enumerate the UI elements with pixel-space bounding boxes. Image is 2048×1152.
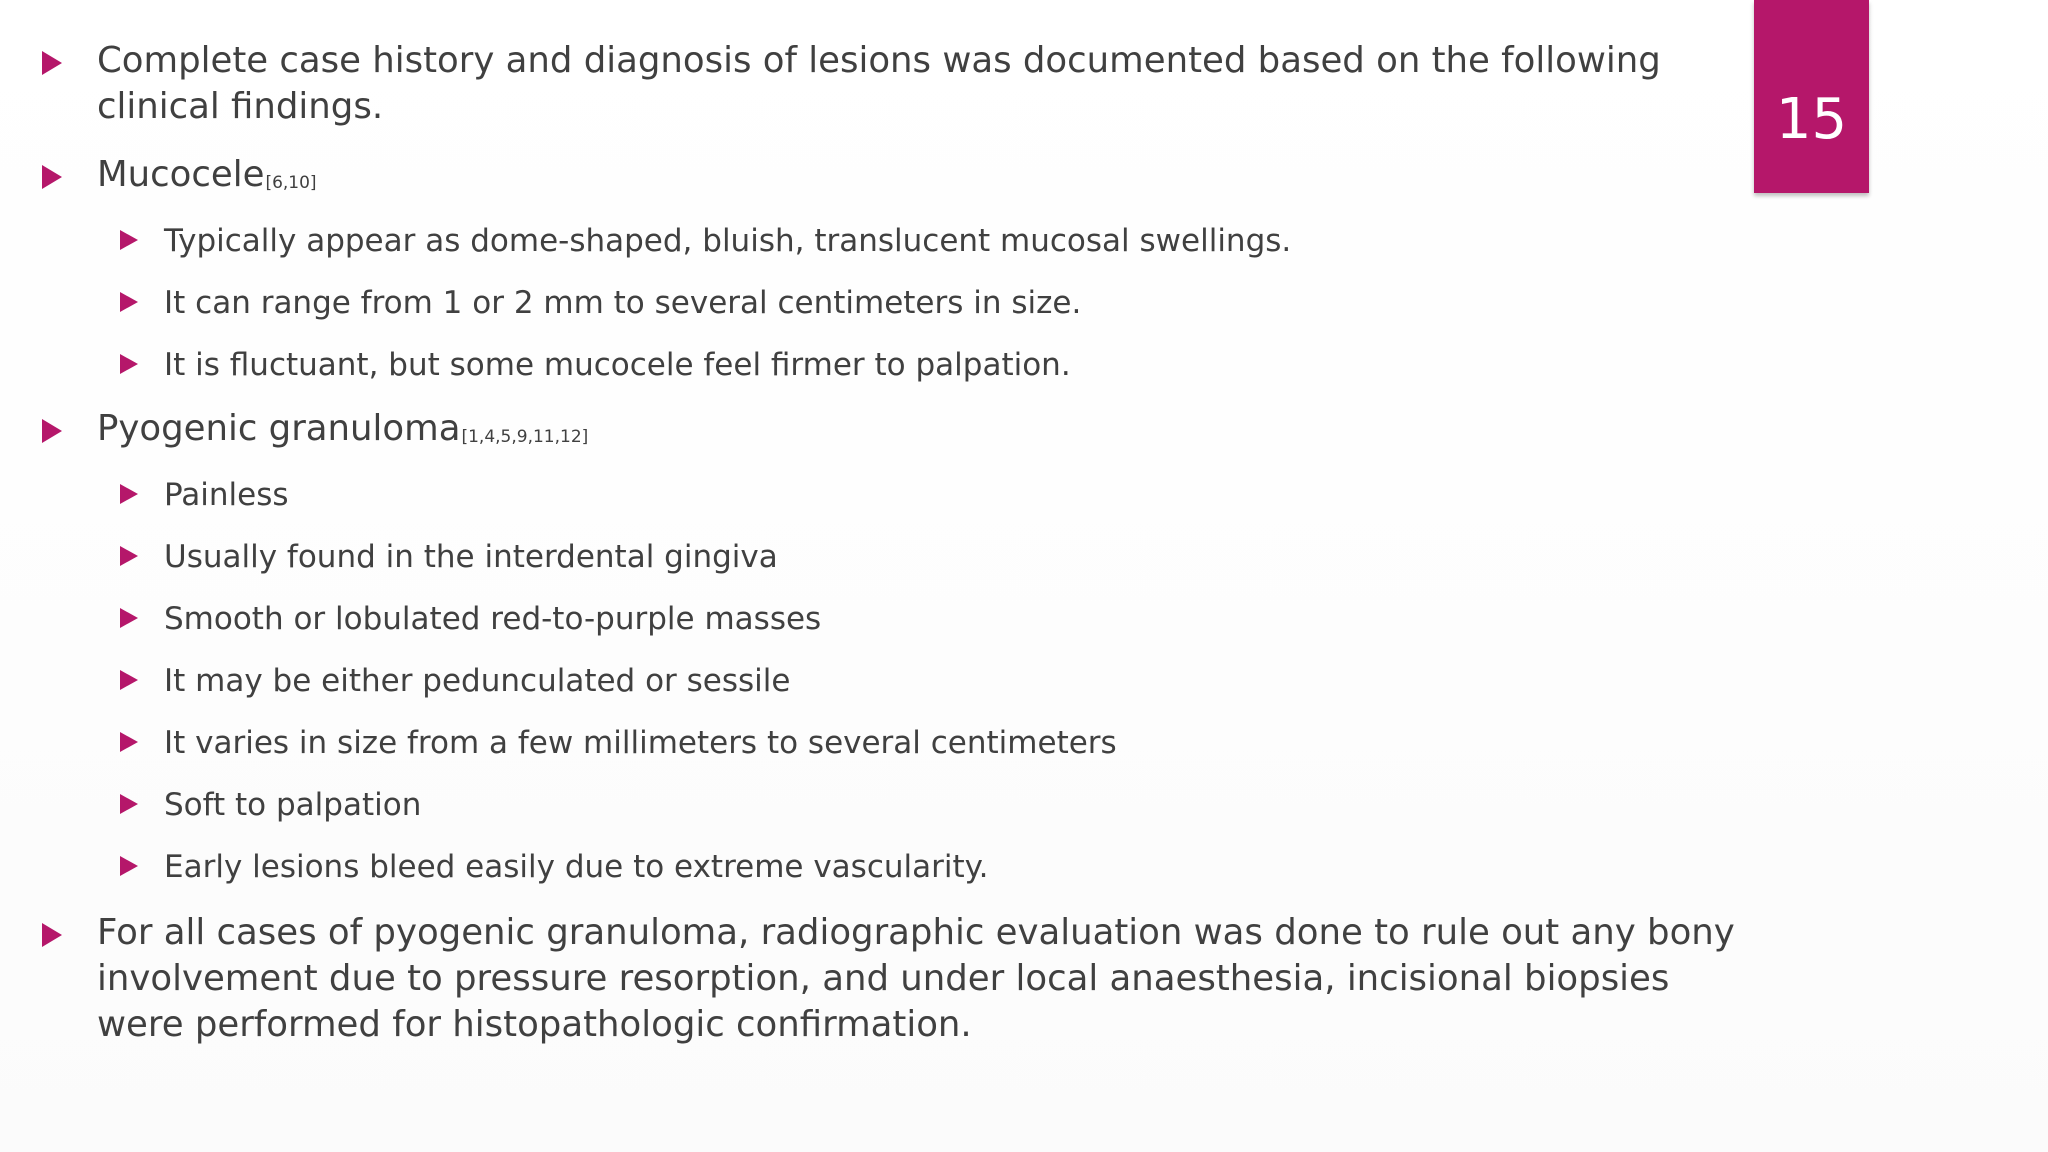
bullet-text: Painless bbox=[164, 477, 289, 513]
page-number: 15 bbox=[1775, 87, 1848, 152]
bullet-text: Usually found in the interdental gingiva bbox=[164, 539, 778, 575]
bullet-arrow-icon bbox=[42, 419, 62, 443]
bullet-text: It varies in size from a few millimeters to several centimeters bbox=[164, 725, 1117, 761]
page-number-badge bbox=[1754, 0, 1869, 193]
bullet-text: Typically appear as dome-shaped, bluish, translucent mucosal swellings. bbox=[164, 223, 1292, 259]
citation-ref: [1,4,5,9,11,12] bbox=[461, 427, 589, 447]
citation-ref: [6,10] bbox=[265, 173, 317, 193]
bullet-arrow-icon bbox=[120, 484, 138, 504]
bullet-arrow-icon bbox=[120, 546, 138, 566]
bullet-text: Complete case history and diagnosis of lesions was documented based on the following clinical findings. bbox=[97, 40, 1661, 127]
bullet-arrow-icon bbox=[120, 230, 138, 250]
bullet-text: Pyogenic granuloma bbox=[97, 408, 461, 449]
bullet-arrow-icon bbox=[120, 794, 138, 814]
bullet-text: Mucocele bbox=[97, 154, 265, 195]
bullet-text: Soft to palpation bbox=[164, 787, 422, 823]
bullet-text: For all cases of pyogenic granuloma, radiographic evaluation was done to rule out any bony involvement due to pressure resorption, and under local anaesthesia, incisional biopsies were performed for histopathologic confirmation. bbox=[97, 912, 1735, 1045]
bullet-arrow-icon bbox=[42, 923, 62, 947]
bullet-text: It can range from 1 or 2 mm to several centimeters in size. bbox=[164, 285, 1082, 321]
bullet-arrow-icon bbox=[120, 292, 138, 312]
bullet-text: Early lesions bleed easily due to extreme vascularity. bbox=[164, 849, 989, 885]
bullet-arrow-icon bbox=[120, 670, 138, 690]
bullet-arrow-icon bbox=[120, 608, 138, 628]
bullet-arrow-icon bbox=[42, 165, 62, 189]
bullet-arrow-icon bbox=[120, 732, 138, 752]
bullet-arrow-icon bbox=[120, 856, 138, 876]
bullet-text: It may be either pedunculated or sessile bbox=[164, 663, 791, 699]
bullet-arrow-icon bbox=[120, 354, 138, 374]
bullet-arrow-icon bbox=[42, 51, 62, 75]
bullet-text: It is fluctuant, but some mucocele feel firmer to palpation. bbox=[164, 347, 1071, 383]
bullet-text: Smooth or lobulated red-to-purple masses bbox=[164, 601, 822, 637]
